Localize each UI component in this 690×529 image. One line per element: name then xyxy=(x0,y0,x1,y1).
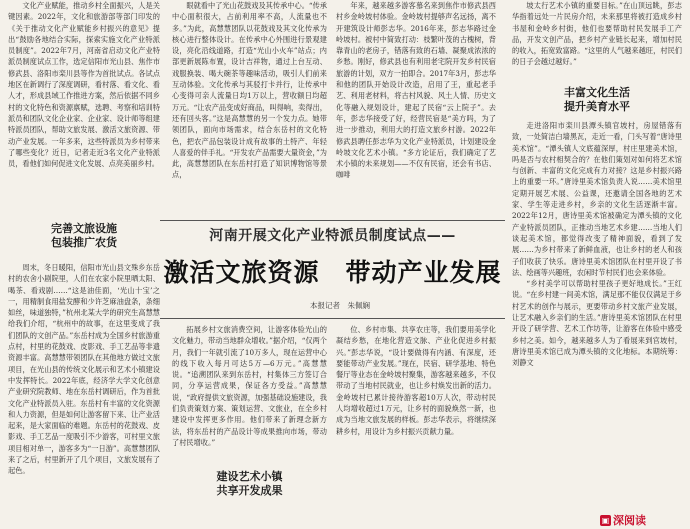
column-2-bottom xyxy=(172,324,327,459)
headline-rule-top xyxy=(160,220,505,221)
subhead-3-line-2: 提升美育水平 xyxy=(564,100,630,113)
col5-paragraph: 走进洛阳市栾川县潭头镇官坡村，房屋错落有致，一处简洁白墙黑瓦，走近一看，门头写着“唐诗里美术馆”。“潭头镇人文底蕴深厚，村庄里建美术馆，吗是否与农村相契合的？在他们策划对如何将艺术馆与创新、丰富的文化完成有力对接？这是乡村振兴路上的重要一环。”唐诗里美术馆负责人说……美术馆里定期开展艺术展、公益课，还邀请全国各地的艺术家、学生等走进乡村，乡亲的文化生活逐渐丰富。2022年12月，唐诗里美术馆被确定为潭头镇的文化产业特派员团队，正推动当地艺术乡建……当地人们谈起美术馆，都觉得改变了精神面貌，看到了发展……为乡村带来了新鲜血液，也让乡村的老人和孩子们收获了快乐。唐诗里美术馆团队在村里开设了书法、绘画等兴趣班，农闲时节村民们也会来体验。 xyxy=(512,121,682,277)
column-3-bottom xyxy=(336,324,496,524)
column-1-bottom xyxy=(8,262,160,524)
subhead-1-line-1: 完善文旅设施 xyxy=(51,222,117,235)
col4b-paragraph: “乡村美学可以帮助村里孩子更好地成长。”王红说。“在乡村建一间美术馆，满足那不能仅仅满足于乡村艺术的创作与展示，更要带动乡村文旅产业发展，让艺术融入乡亲们的生活。”唐诗里美术馆团队在村里开设了研学营、艺术工作坊等，让游客在体验中感受乡村之美。如今，越来越多人为了看展来到官坡村，唐诗里美术馆已成为潭头镇的文化地标。本期统筹：刘静文 xyxy=(512,279,682,368)
col2b-paragraph: 拓展乡村文旅消费空间，让游客体验光山的文化魅力，带动当地群众增收。”据介绍，“仅两个月，我们一年就引流了10万多人，现在运营中心的线下收入每月可达5万—6万元。”高慧慧说。“追溯团队来到东岳村，村集体三方签订合同，分享运营成果，保证各方受益。”高慧慧说，“政府提供文旅资源，加强基础设施建设，我们负责策划方案、策划运营、文旅业，在全乡村建设中发挥更多作用。他们带来了新理念新方法，将东岳村的产品设计等成果推向市场，带动了村民增收。” xyxy=(172,325,327,447)
column-2-top xyxy=(172,0,327,215)
col4-paragraph: 坡太行艺术小镇的重要目标。”在山顶远眺，彭志华指着远处一片民房介绍，未来那里将被打造成乡村书屋和金岭乡村街，他们也要帮助村民发展手工产品，开发文创产品，把乡村产业链长起来，增加村民的收入，拓宽致富路。“这里的人气越来越旺，村民们的日子会越过越好。” xyxy=(512,1,682,67)
col1b-paragraph: 周末，冬日暖阳，信阳市光山县文殊乡东岳村的农舍小剧院里，人们在农家小院里晒太阳、喝茶、看戏剧……“这是油佳面，‘光山十宝’之一，用精制食用盐发酵和少许芝麻油盘条，条细如丝，味道独特，”杭州北某大学的研究生高慧慧给我们介绍，“杭州中的故事，在这里变成了我们团队的文创产品。”东岳村成为全国乡村旅游重点村，村里的花鼓戏、皮影戏、手工艺品等非遗资源丰富。高慧慧带领团队在其他地方做过文旅项目，在光山县的传统文化展示和艺术小镇建设中发挥特长。2022年底，经济学大学文化创意产业研究院教师、地在东岳村调研后，作为首批文化产业特派员入驻。东岳村有丰富的文化资源和人力资源，但是如何让游客留下来、让产业活起来，是大家面临的难题。东岳村的花鼓戏、皮影戏、手工艺品一度吸引不少游客，可村里文旅项目相对单一，游客多为“一日游”。高慧慧团队来了之后，村里新开了几个项目，文旅发展有了起色。 xyxy=(8,263,160,476)
subhead-art-town xyxy=(172,470,327,498)
logo-mark-icon: ▣ xyxy=(601,515,610,525)
column-5 xyxy=(512,120,682,505)
headline-rule-bottom xyxy=(160,318,505,319)
column-3-top xyxy=(336,0,496,215)
subhead-enrich-culture xyxy=(512,86,682,114)
subhead-3-line-1: 丰富文化生活 xyxy=(564,86,630,99)
subhead-2-line-2: 共享开发成果 xyxy=(216,484,283,497)
article-headline: 激活文旅资源 带动产业发展 xyxy=(163,258,502,287)
col3b-paragraph: 位、乡村市集、共享农庄等，我们要用美学化凝结乡愁，在地化营造文脉、产业化促进乡村振兴。”彭志华说，“设计要做得有内涵、有深度，还要能带动产业发展。”现在，民宿、研学基地、特色餐厅等业态在金岭坡村聚集，游客越来越多，不仅带动了当地村民就业，也让乡村焕发出新的活力。金岭坡村已累计接待游客超10万人次，带动村民人均增收超过1万元，让乡村的面貌焕然一新，也成为当地文旅发展的样板。彭志华表示，将继续深耕乡村，用设计为乡村振兴贡献力量。 xyxy=(336,325,496,436)
col3-paragraph: 年来，越来越多游客慕名来到焦作市修武县西村乡金岭坡村体验。金岭坡村提够声名远扬，离不开建筑设计师彭志华。2016年来，彭志华路过金岭坡村。被村中简致打动：枝繁叶茂的古槐树，背靠青山的老房子，错落有致的石墙、凝聚成浓浓的乡愁。刚好，修武县也有利用老宅院开发乡村民宿旅游的计划，双方一拍即合。2017年3月，彭志华和他的团队开始设计改造，启用了王，重起老手艺、利用老材料，将古村风貌、风土人情、历史文化等融入规划设计，建起了民宿“云上院子”。去年，彭志华接受了好，经营民宿是“美方吗，为了进一步推动，利用大的打造文旅乡村游。2022年修武县聘任彭志华为文化产业特派员，计划建设金岭坡文化艺术小镇。“多方论证后，我们确定了艺术小镇的未来规划——不仅有民宿，还会有书店、咖啡 xyxy=(336,1,496,180)
col2-paragraph: 眼就看中了光山花鼓戏及其传承中心。“传承中心面积很大，占前利用率不高，人流量也不多。”为此，高慧慧团队以花鼓戏及其文化传承为核心进行整体设计。在传承中心外围进行景观建设，亮化沿线道路，打造“光山小火车”站点；内部更新展陈布置，设计吉祥物，通过上台互动、戏服换装、喝大碗茶等趣味活动，吸引人们前来互动体验。文化传承与其驳打卡并行，让传承中心变得可亲人流量日均1万以上，营收额日均超万元。“让农产品变成好商品，叫得响，卖得出，还有回头客。”这是高慧慧的另一个发力点。她带领团队，面向市场需求，结合东岳村的文化特色，把农产品包装设计成有故事的土特产、年轻人喜爱的伴手礼。“开发农产品需要大量资金，”为此，高慧慧团队在东岳村打造了知识博物馆等景点， xyxy=(172,1,327,180)
deep-reading-logo xyxy=(600,512,646,528)
subhead-2-line-1: 建设艺术小镇 xyxy=(216,470,283,483)
col1-paragraph: 文化产业赋能，推动乡村全面振兴，人是关键因素。2022年，文化和旅游部等部门印发的《关于推动文化产业赋能乡村振兴的意见》提出“鼓励各地结合实际，探索实施文化产业特派员制度”。2022年7月，河南省启动文化产业特派员制度试点工作，选定信阳市光山县、焦作市修武县、洛阳市栾川县等作为首批试点。各试点地区在新调行了深度调研，看村落、看文化、看人才，形成县域工作推进方案，然后依据不同乡村的文化特色和资源禀赋，选聘、考察和培训特派员和团队文化企业家、企业家、设计师等组建特派员团队，帮助文旅发展、激活文旅资源、带动产业发展。一年多来，这些特派员为乡村带来了哪些变化？近日，记者走近3名文化产业特派员，看他们如何促进文化发展、点亮美丽乡村。 xyxy=(8,1,160,169)
subhead-1-line-2: 包装推广农货 xyxy=(51,236,117,249)
article-kicker: 河南开展文化产业特派员制度试点—— xyxy=(209,228,456,244)
column-4-top xyxy=(512,0,682,80)
article-byline: 本报记者 朱佩娴 xyxy=(310,301,370,310)
logo-text: 深阅读 xyxy=(613,514,646,527)
subhead-improve-facilities xyxy=(8,222,160,250)
column-1-top xyxy=(8,0,160,215)
